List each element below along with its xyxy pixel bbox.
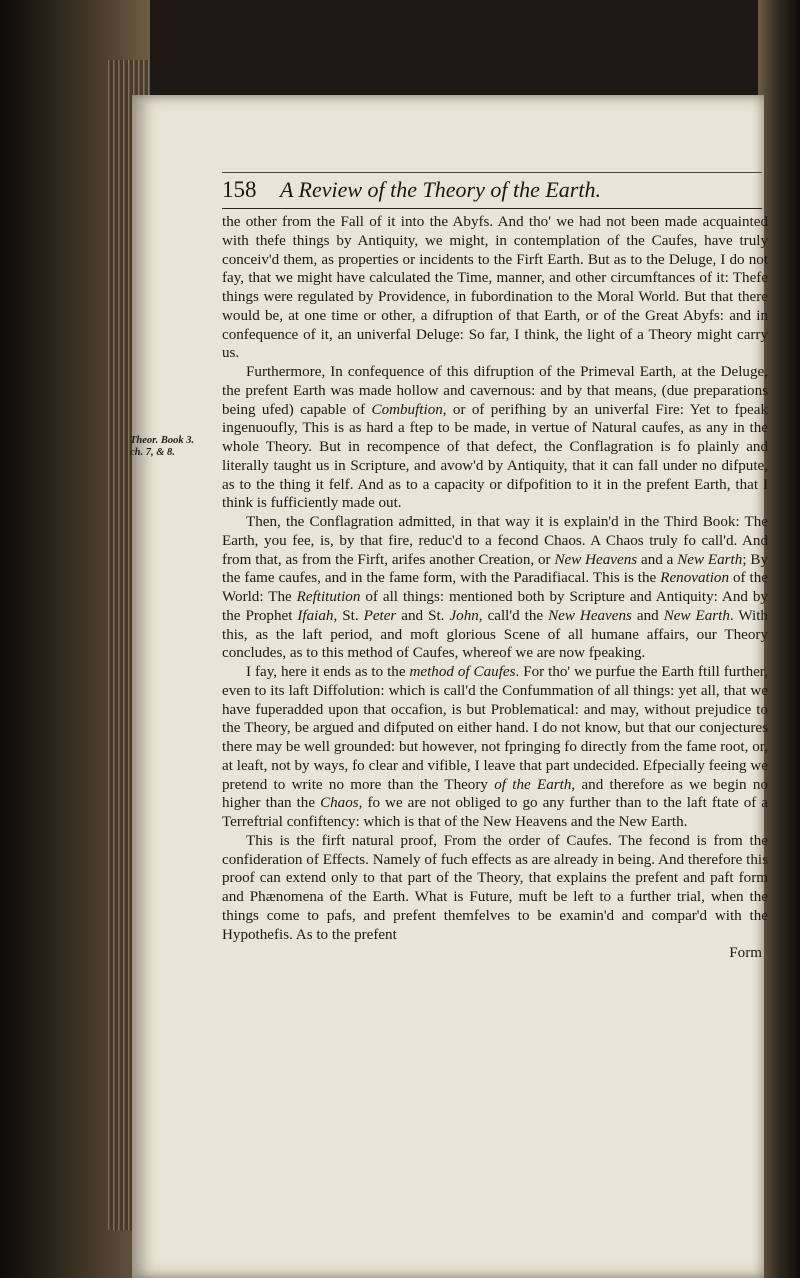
margin-note (130, 435, 196, 459)
italic-text: New Heavens (548, 607, 632, 624)
italic-text: New Earth (677, 551, 743, 568)
italic-text: Combuftion (371, 401, 443, 418)
italic-text: of the Earth (494, 776, 572, 793)
text-run: and a (637, 551, 678, 568)
italic-text: John (449, 607, 479, 624)
italic-text: Reftitution (296, 589, 361, 605)
text-run: and St. (396, 607, 450, 624)
italic-text: Ifaiah (297, 607, 334, 624)
italic-text: New Heavens (554, 551, 638, 568)
catchword: Form (729, 945, 762, 962)
body-text (222, 213, 768, 963)
text-run: the other from the Fall of it into the Abyfs. And tho' we had not been made acquainted with thefe things by Antiquity, we might, in contemplation of the Caufes, have truly conceiv'd them, as properties or incidents to the Firft Earth. But as to the Deluge, I do not fay, that we might have calculated the Time, manner, and other circumftances of it: Thefe things were regulated by Providence, in fubordination to the Moral World. But that there would be, at one time or other, a difruption of that Earth, or of the Great Abyfs: and in confequence of it, an univerfal Deluge: So far, I think, the light of a Theory might carry us. (222, 214, 768, 362)
italic-text: New Earth (663, 607, 730, 624)
text-run: , St. (333, 607, 364, 624)
paragraph (222, 663, 768, 832)
text-run: Then, the Conflagration admitted, in that way it is explain'd in the Third Book: The Earth, you fee, is, by that fire, reduc'd to a fecond Chaos. A Chaos truly fo call'd. And from that, as from the Firft, arifes another Creation, or (222, 514, 768, 568)
header-rule (222, 208, 762, 209)
text-run: . For tho' we purfue the Earth ftill further, even to its laft Diffolution: which is call'd the Confummation of all things: yet all, that we have fuperadded upon that occafion, is but Problematical: and may, without prejudice to the Theory, be argued and difputed on either hand. I do not know, but that our conjectures there may be well grounded: but however, not fpringing fo directly from the fame root, or, at leaft, not by ways, fo clear and vifible, I leave that part undecided. Efpecially feeing we pretend to write no more than the Theory (222, 664, 769, 793)
margin-note-line: Theor. Book 3. (130, 435, 195, 446)
page-header (222, 177, 762, 207)
text-run: , fo we are not obliged to go any further than to the laft ftate of a Terreftrial confiftency: which is that of the New Heavens and the New Earth. (222, 795, 768, 830)
paragraph (222, 832, 768, 945)
text-run: Furthermore, In confequence of this difruption of the Primeval Earth, at the Deluge, the prefent Earth was made hollow and cavernous: and by that means, (due preparations being ufed) capable of (222, 364, 768, 418)
text-run: , and therefore as we begin no higher than the (222, 776, 768, 812)
text-run: . With this, as the laft period, and moft glorious Scene of all humane affairs, our Theory concludes, as to this method of Caufes, whereof we are now fpeaking. (222, 607, 768, 662)
italic-text: Chaos (320, 795, 359, 812)
paragraph (222, 213, 768, 363)
italic-text: Renovation (660, 570, 729, 587)
page-number: 158 (222, 177, 257, 202)
text-run: I fay, here it ends as to the (246, 664, 410, 680)
paragraph (222, 363, 768, 513)
running-title: A Review of the Theory of the Earth. (280, 177, 601, 202)
italic-text: Peter (363, 607, 397, 624)
italic-text: method of Caufes (409, 664, 516, 680)
text-run: ; By the fame caufes, and in the fame form, with the Paradifiacal. This is the (222, 551, 768, 587)
paragraph (222, 513, 768, 663)
top-rule (222, 172, 762, 173)
margin-note-line: ch. 7, & 8. (130, 447, 175, 458)
text-run: This is the firft natural proof, From the order of Caufes. The fecond is from the confideration of Effects. Namely of fuch effects as are already in being. And therefore this proof can extend only to that part of the Theory, that explains the prefent and paft form and Phænomena of the Earth. What is Future, muft be left to a further trial, when the things come to pafs, and prefent themfelves to be examin'd and compar'd with the Hypothefis. As to the prefent (222, 832, 768, 943)
text-run: , or of perifhing by an univerfal Fire: Yet to fpeak ingenuoufly, This is as hard a ftep to be made, in vertue of Natural caufes, as any in the whole Theory. But in recompence of that defect, the Conflagration is fo plainly and literally taught us in Scripture, and avow'd by Antiquity, that it can fall under no difpute, as to the thing it felf. And as to a capacity or difpofition to it in the prefent Earth, that I think is fufficiently made out. (222, 401, 768, 512)
text-run: of all things: mentioned both by Scripture and Antiquity: And by the Prophet (222, 589, 768, 624)
text-run: , call'd the (478, 607, 549, 624)
text-run: of the World: The (222, 570, 768, 605)
text-run: and (631, 607, 664, 624)
